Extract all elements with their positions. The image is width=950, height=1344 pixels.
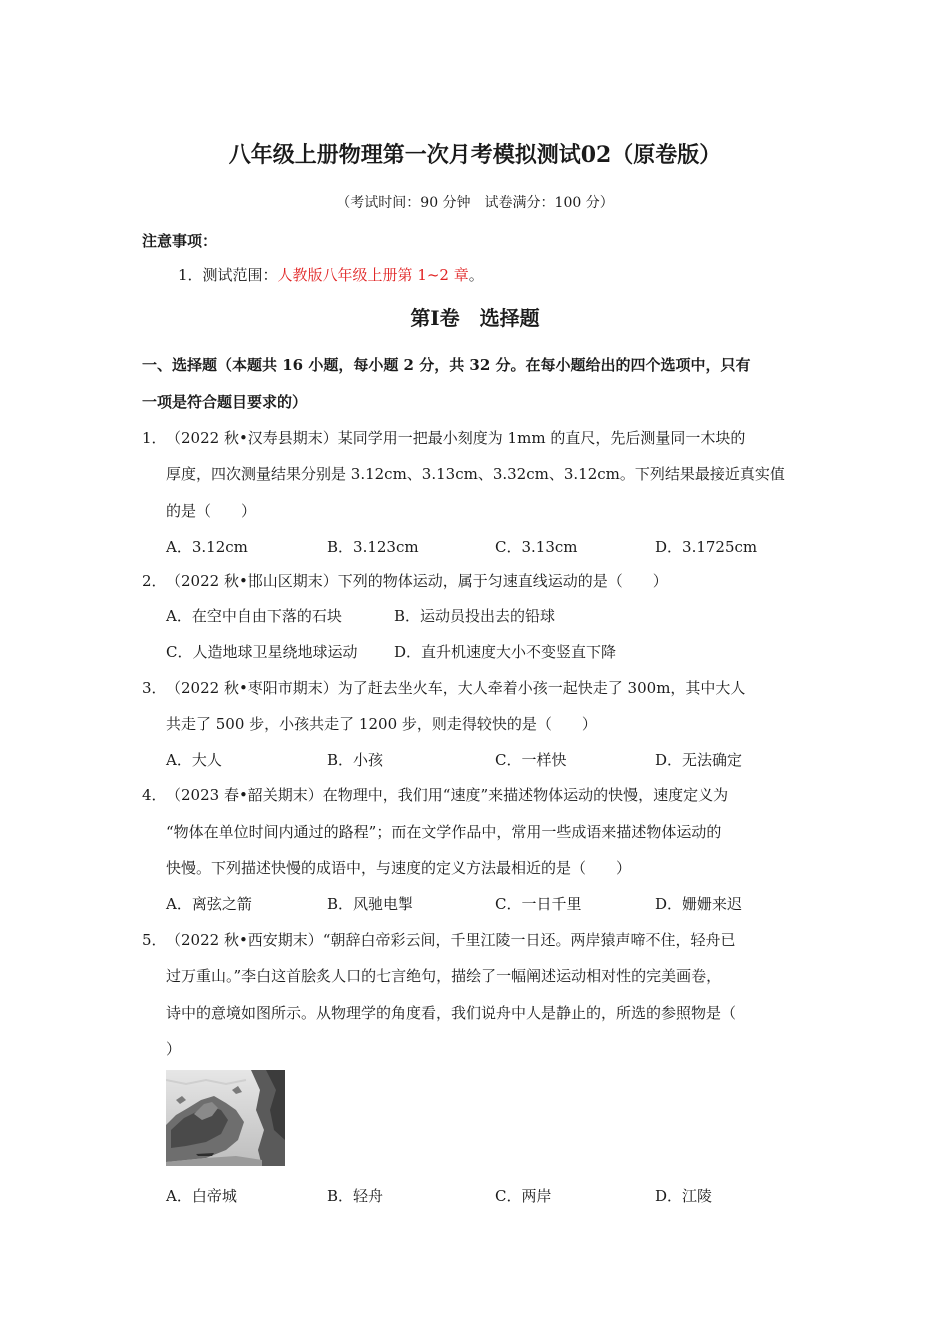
- notice-heading: 注意事项：: [142, 232, 218, 250]
- exam-info: （考试时间：90 分钟 试卷满分：100 分）: [336, 195, 614, 211]
- question-3-option-c: C．一样快: [495, 751, 567, 769]
- landscape-ink-painting: [166, 1070, 285, 1166]
- question-2-option-a: A．在空中自由下落的石块: [166, 607, 342, 625]
- notice-item: [178, 264, 484, 285]
- question-5-line-3: 诗中的意境如图所示。从物理学的角度看，我们说舟中人是静止的，所选的参照物是（: [166, 1004, 737, 1022]
- question-5-line-4: ）: [166, 1040, 182, 1058]
- part-heading-line-2: 一项是符合题目要求的）: [142, 393, 308, 411]
- question-3-number: 3．: [142, 679, 167, 697]
- question-5-option-c: C．两岸: [495, 1187, 552, 1205]
- question-1-option-b: B．3.123cm: [327, 538, 419, 556]
- question-5-option-a: A．白帝城: [166, 1187, 237, 1205]
- question-4-option-b: B．风驰电掣: [327, 895, 414, 913]
- question-1-line-3: 的是（ ）: [166, 502, 257, 520]
- question-4-option-c: C．一日千里: [495, 895, 582, 913]
- question-1-option-d: D．3.1725cm: [655, 538, 758, 556]
- question-3-option-a: A．大人: [166, 751, 222, 769]
- question-5-option-b: B．轻舟: [327, 1187, 384, 1205]
- notice-item-scope: 人教版八年级上册第 1~2 章: [277, 266, 469, 284]
- question-5-number: 5．: [142, 931, 167, 949]
- section-title: 第Ⅰ卷 选择题: [410, 306, 540, 330]
- question-4-line-2: “物体在单位时间内通过的路程”；而在文学作品中，常用一些成语来描述物体运动的: [166, 823, 722, 841]
- part-heading-line-1: 一、选择题（本题共 16 小题，每小题 2 分，共 32 分。在每小题给出的四个选项中，只有: [142, 356, 751, 374]
- question-1-line-2: 厚度，四次测量结果分别是 3.12cm、3.13cm、3.32cm、3.12cm。下列结果最接近真实值: [166, 465, 785, 483]
- question-1-option-a: A．3.12cm: [166, 538, 248, 556]
- question-2-option-d: D．直升机速度大小不变竖直下降: [394, 643, 617, 661]
- question-5-line-2: 过万重山。”李白这首脍炙人口的七言绝句，描绘了一幅阐述运动相对性的完美画卷，: [166, 967, 722, 985]
- question-2-option-b: B．运动员投出去的铅球: [394, 607, 556, 625]
- document-title: 八年级上册物理第一次月考模拟测试02（原卷版）: [228, 142, 722, 168]
- question-4-line-1: （2023 春•韶关期末）在物理中，我们用“速度”来描述物体运动的快慢，速度定义为: [166, 786, 729, 804]
- question-5-line-1: （2022 秋•西安期末）“朝辞白帝彩云间，千里江陵一日还。两岸猿声啼不住，轻舟已: [166, 931, 736, 949]
- mountain-river-illustration: [166, 1070, 285, 1166]
- question-4-option-d: D．姗姗来迟: [655, 895, 743, 913]
- question-5-option-d: D．江陵: [655, 1187, 713, 1205]
- question-3-line-1: （2022 秋•枣阳市期末）为了赶去坐火车，大人牵着小孩一起快走了 300m，其中大人: [166, 679, 746, 697]
- question-1-line-1: （2022 秋•汉寿县期末）某同学用一把最小刻度为 1mm 的直尺，先后测量同一木块的: [166, 429, 746, 447]
- question-3-line-2: 共走了 500 步，小孩共走了 1200 步，则走得较快的是（ ）: [166, 715, 597, 733]
- question-3-option-d: D．无法确定: [655, 751, 743, 769]
- question-1-number: 1．: [142, 429, 167, 447]
- question-4-line-3: 快慢。下列描述快慢的成语中，与速度的定义方法最相近的是（ ）: [166, 859, 632, 877]
- question-4-number: 4．: [142, 786, 167, 804]
- notice-item-suffix: 。: [468, 266, 484, 284]
- question-2-option-c: C．人造地球卫星绕地球运动: [166, 643, 358, 661]
- question-2-number: 2．: [142, 572, 167, 590]
- question-3-option-b: B．小孩: [327, 751, 384, 769]
- question-2-line-1: （2022 秋•邯山区期末）下列的物体运动，属于匀速直线运动的是（ ）: [166, 572, 668, 590]
- notice-item-prefix: 1．测试范围：: [178, 266, 278, 284]
- question-4-option-a: A．离弦之箭: [166, 895, 252, 913]
- question-1-option-c: C．3.13cm: [495, 538, 578, 556]
